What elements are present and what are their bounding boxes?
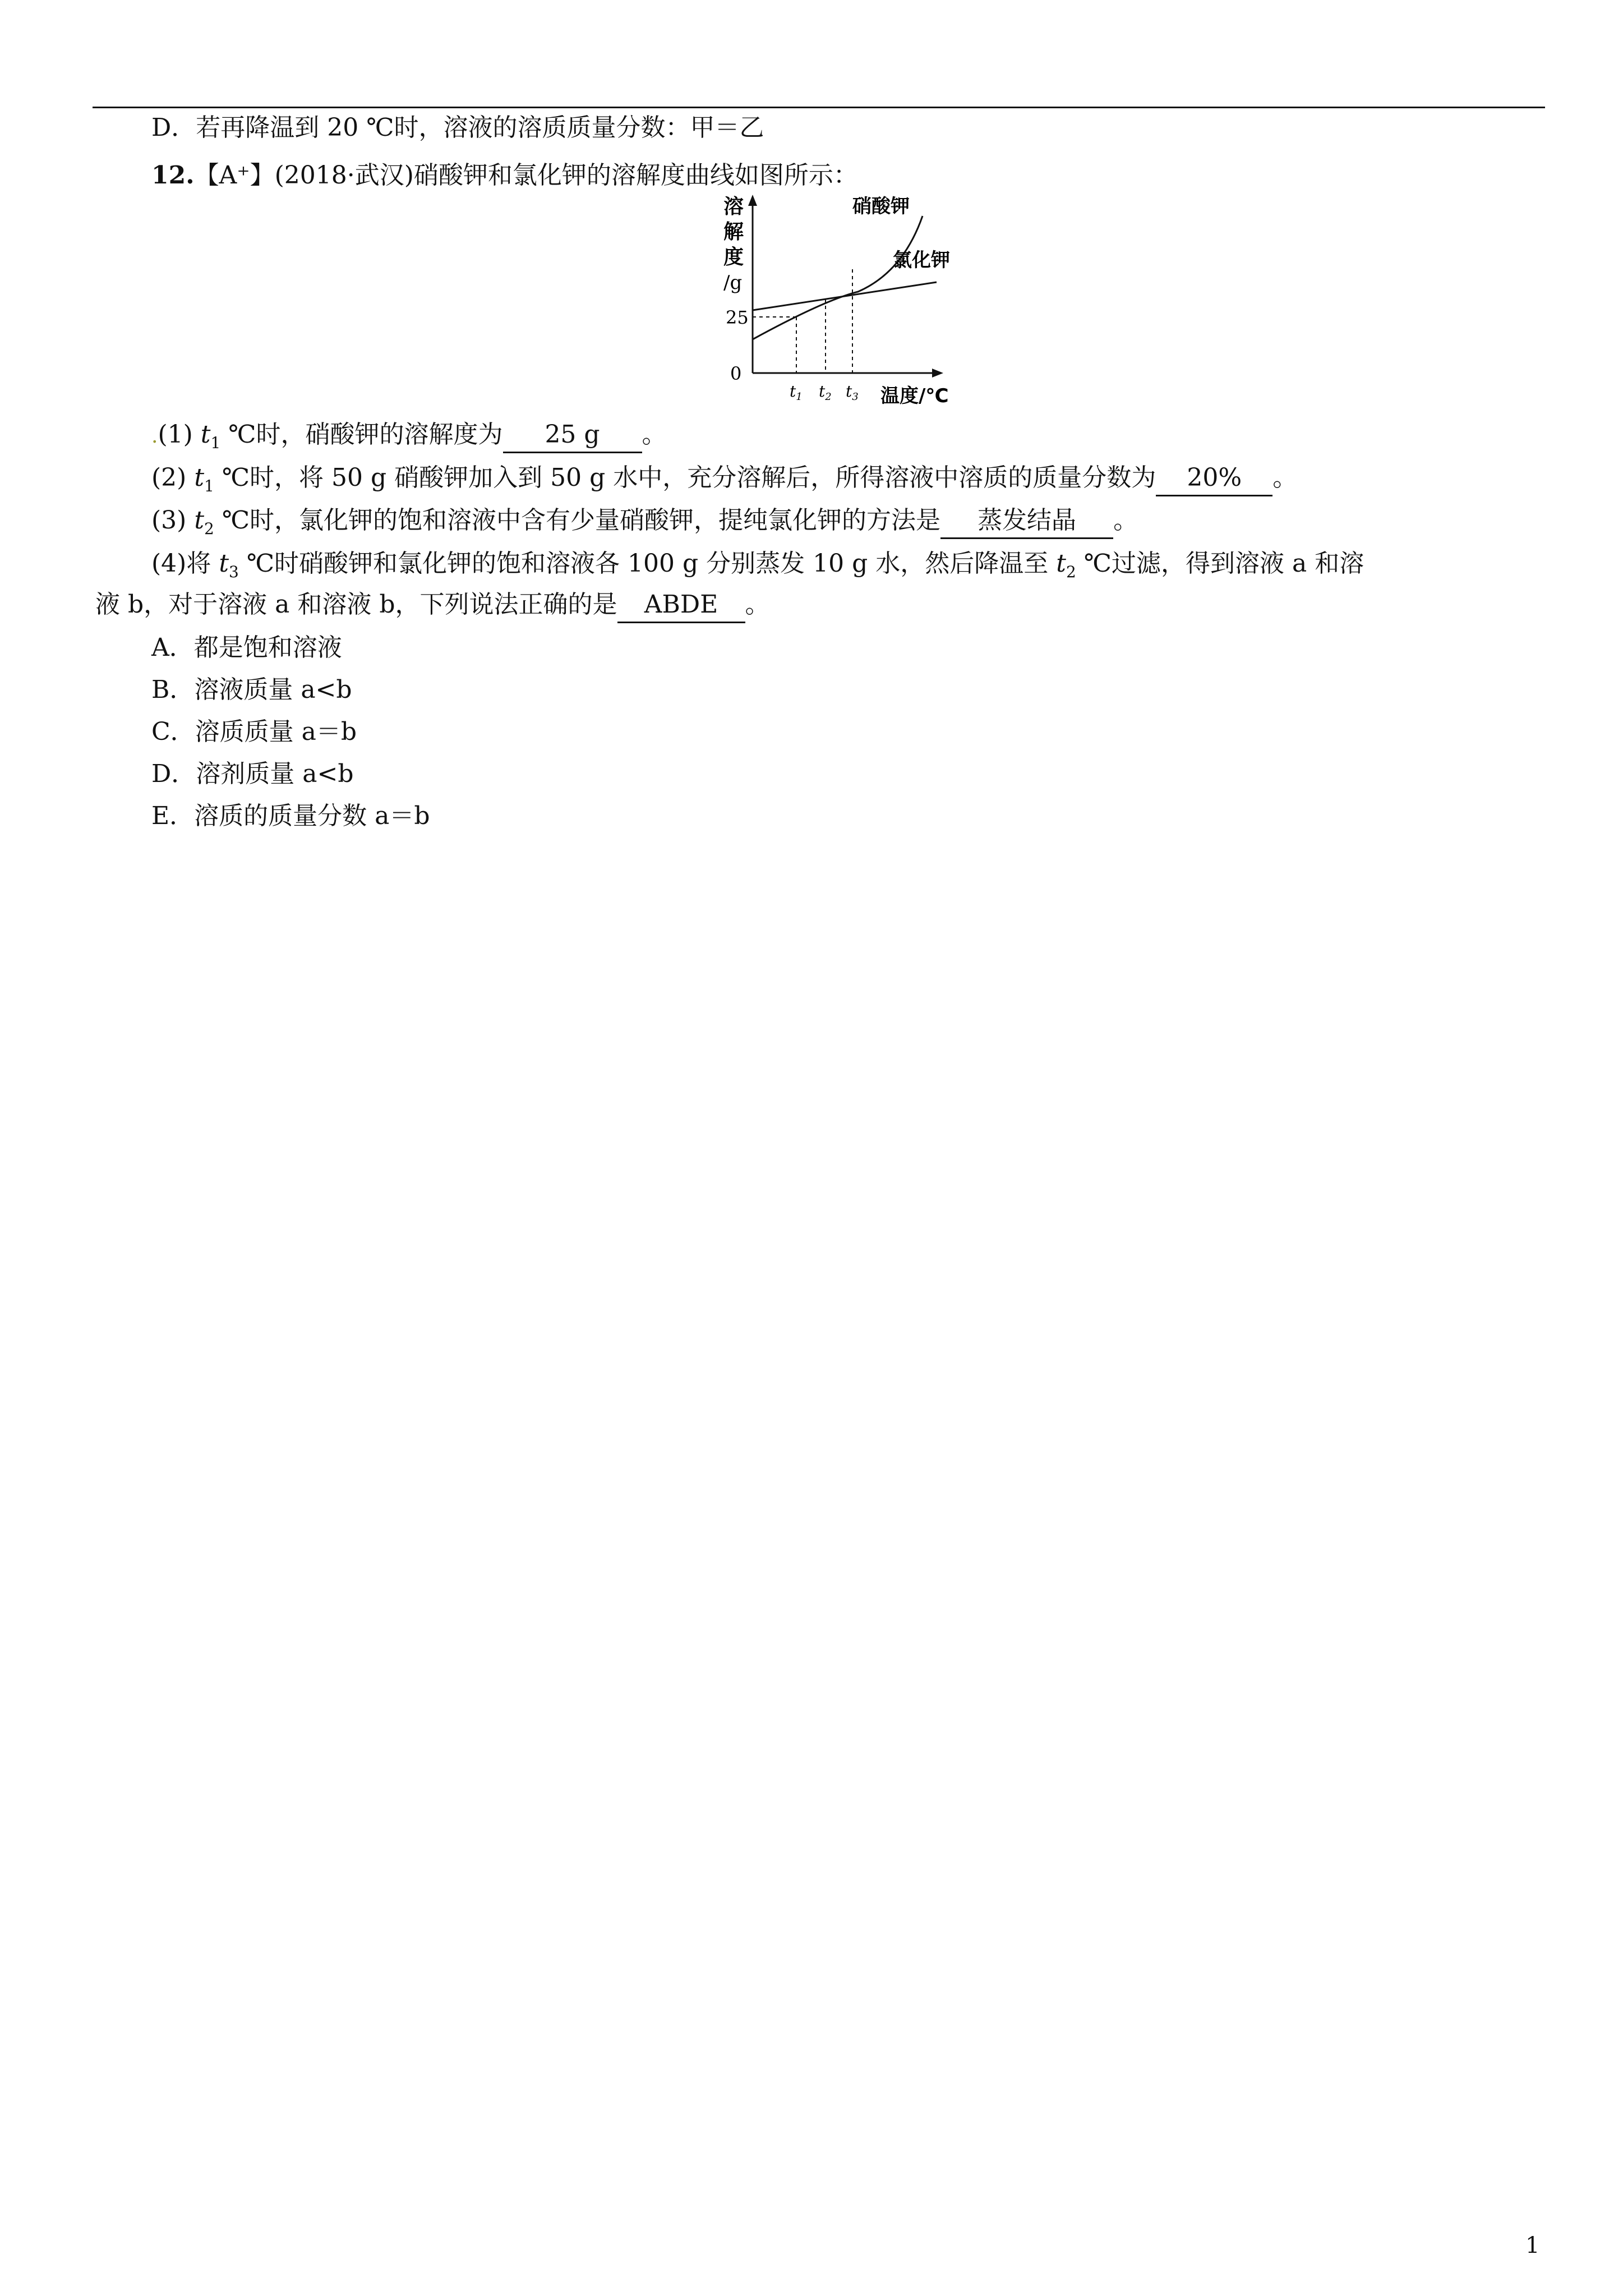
header-rule <box>93 107 1545 108</box>
part-3-answer-blank <box>940 504 1113 539</box>
part-3-var: t <box>194 506 205 535</box>
chart-y-arrow <box>748 195 757 206</box>
chart-xtick-t2: $t_2$ <box>819 382 832 403</box>
option-e: E．溶质的质量分数 a＝b <box>151 802 430 830</box>
chart-ylabel-3: 度 <box>723 246 744 269</box>
solubility-chart <box>718 194 981 409</box>
question-tag: 【A⁺】 <box>194 161 275 190</box>
part-4-answer: ABDE <box>644 590 718 619</box>
part-1-end: 。 <box>642 420 667 449</box>
part-4-var: t <box>219 549 229 578</box>
margin-dot: . <box>151 425 158 448</box>
chart-ylabel-1: 溶 <box>723 195 744 218</box>
part-1-sub: 1 <box>210 433 221 452</box>
option-b: B．溶液质量 a<b <box>151 675 352 704</box>
chart-series-potassium-chloride <box>753 282 937 310</box>
chart-series-potassium-nitrate <box>753 216 923 339</box>
option-d-previous: D．若再降温到 20 ℃时，溶液的溶质质量分数：甲＝乙 <box>151 113 764 142</box>
option-a: A．都是饱和溶液 <box>151 633 342 662</box>
chart-xtick-t3: $t_3$ <box>846 382 859 403</box>
part-1-answer: 25 g <box>545 420 600 449</box>
part-3-end: 。 <box>1113 506 1138 535</box>
part-2 <box>151 461 1297 503</box>
part-3-text: ℃时，氯化钾的饱和溶液中含有少量硝酸钾，提纯氯化钾的方法是 <box>214 506 941 535</box>
part-3-answer: 蒸发结晶 <box>978 506 1077 535</box>
part-4-answer-blank <box>617 588 745 623</box>
option-c: C．溶质质量 a＝b <box>151 717 357 746</box>
chart-label-kno3: 硝酸钾 <box>852 195 910 218</box>
part-1 <box>151 418 667 460</box>
part-4-pre: 将 <box>186 549 219 578</box>
part-3-label: (3) <box>151 506 187 535</box>
part-4-end: ℃过滤，得到溶液 a 和溶 <box>1076 549 1364 578</box>
question-text: 硝酸钾和氯化钾的溶解度曲线如图所示： <box>413 161 858 190</box>
part-4-var2: t <box>1056 549 1066 578</box>
part-4-line-2 <box>95 588 770 623</box>
part-2-text: ℃时，将 50 g 硝酸钾加入到 50 g 水中，充分溶解后，所得溶液中溶质的质量分数为 <box>214 463 1156 492</box>
chart-xtick-t1: $t_1$ <box>790 382 803 403</box>
part-4-sub: 3 <box>229 562 239 581</box>
part-3-sub: 2 <box>204 519 214 538</box>
part-2-end: 。 <box>1272 463 1298 492</box>
chart-xlabel: 温度/℃ <box>880 385 949 407</box>
part-2-answer-blank <box>1156 461 1272 496</box>
chart-ytick-25: 25 <box>726 307 749 328</box>
chart-ylabel-2: 解 <box>723 220 744 243</box>
chart-x-arrow <box>932 369 943 378</box>
part-2-var: t <box>194 463 205 492</box>
part-1-answer-blank <box>503 418 642 453</box>
part-1-text: ℃时，硝酸钾的溶解度为 <box>220 420 503 449</box>
part-1-label: (1) <box>158 420 193 449</box>
part-4-line-1 <box>151 547 1364 589</box>
part-2-answer: 20% <box>1187 463 1242 492</box>
question-number: 12. <box>151 161 195 190</box>
part-2-label: (2) <box>151 463 187 492</box>
page-number: 1 <box>1525 2233 1540 2258</box>
part-4-sub2: 2 <box>1066 562 1076 581</box>
chart-origin-label: 0 <box>730 363 742 384</box>
part-4-label: (4) <box>151 549 187 578</box>
part-4-mid: ℃时硝酸钾和氯化钾的饱和溶液各 100 g 分别蒸发 10 g 水，然后降温至 <box>238 549 1057 578</box>
part-4-line2-text: 液 b，对于溶液 a 和溶液 b，下列说法正确的是 <box>95 590 617 619</box>
part-2-sub: 1 <box>204 476 214 495</box>
part-3 <box>151 504 1138 546</box>
question-12-stem <box>151 159 858 192</box>
part-1-var: t <box>200 420 211 449</box>
chart-ylabel-4: /g <box>723 272 743 294</box>
part-4-line2-end: 。 <box>745 590 770 619</box>
option-d: D．溶剂质量 a<b <box>151 760 354 788</box>
chart-label-kcl: 氯化钾 <box>893 249 950 272</box>
question-source: (2018·武汉) <box>274 161 414 190</box>
